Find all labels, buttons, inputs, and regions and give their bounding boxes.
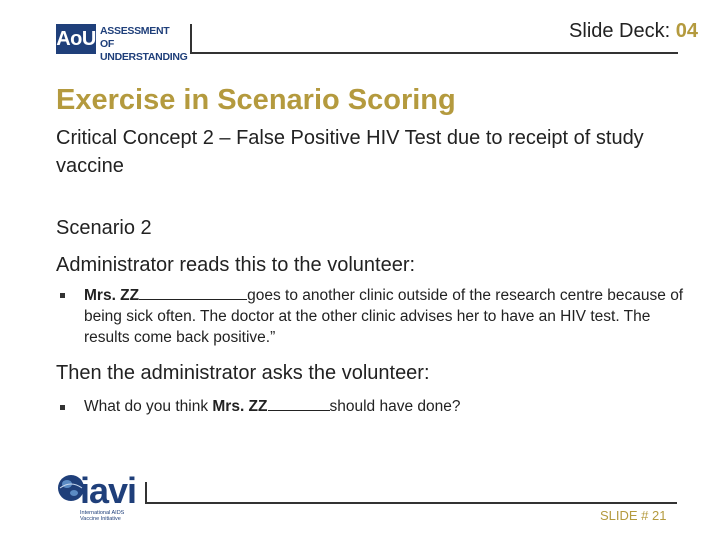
bullet-2-before: What do you think bbox=[84, 398, 213, 415]
deck-label-text: Slide Deck: bbox=[569, 20, 676, 42]
footer-divider-vertical bbox=[145, 482, 147, 504]
bullet-2-text bbox=[84, 396, 461, 416]
header-divider-vertical bbox=[190, 24, 192, 54]
bullet-1-body: goes to another clinic outside of the research centre because of being sick often. The doctor at the other clinic advises her to have an HIV test. The results come back positive.” bbox=[84, 287, 684, 346]
then-line: Then the administrator asks the volunteer: bbox=[56, 362, 430, 384]
slide-subtitle: Critical Concept 2 – False Positive HIV Test due to receipt of study vaccine bbox=[56, 127, 644, 177]
bullet-1-name: Mrs. ZZ bbox=[84, 287, 140, 304]
bullet-2-name: Mrs. ZZ bbox=[212, 398, 268, 415]
aou-logo-line2: UNDERSTANDING bbox=[100, 51, 188, 63]
slide-title: Exercise in Scenario Scoring bbox=[56, 84, 456, 116]
bullet-2-after: should have done? bbox=[329, 398, 461, 415]
aou-logo bbox=[56, 24, 188, 63]
slide-deck-label bbox=[569, 20, 698, 43]
iavi-logo bbox=[56, 470, 140, 528]
bullet-1-text bbox=[84, 285, 684, 348]
aou-logo-abbr: AoU bbox=[56, 24, 96, 54]
reads-line: Administrator reads this to the volunteer: bbox=[56, 254, 416, 276]
bullet-1-blank bbox=[139, 285, 247, 300]
iavi-logo-tagline: International AIDS Vaccine Initiative bbox=[80, 510, 125, 522]
header-divider-horizontal bbox=[192, 52, 678, 54]
footer-divider-horizontal bbox=[147, 502, 677, 504]
bullet-2-blank bbox=[268, 396, 330, 411]
bullet-square-icon bbox=[60, 405, 65, 410]
scenario-heading: Scenario 2 bbox=[56, 217, 152, 239]
aou-logo-line1: ASSESSMENT OF bbox=[100, 25, 170, 50]
aou-logo-text bbox=[100, 25, 188, 64]
bullet-square-icon bbox=[60, 293, 65, 298]
deck-number: 04 bbox=[675, 20, 698, 42]
slide-number: SLIDE # 21 bbox=[600, 508, 667, 523]
iavi-logo-word: iavi bbox=[80, 470, 137, 511]
